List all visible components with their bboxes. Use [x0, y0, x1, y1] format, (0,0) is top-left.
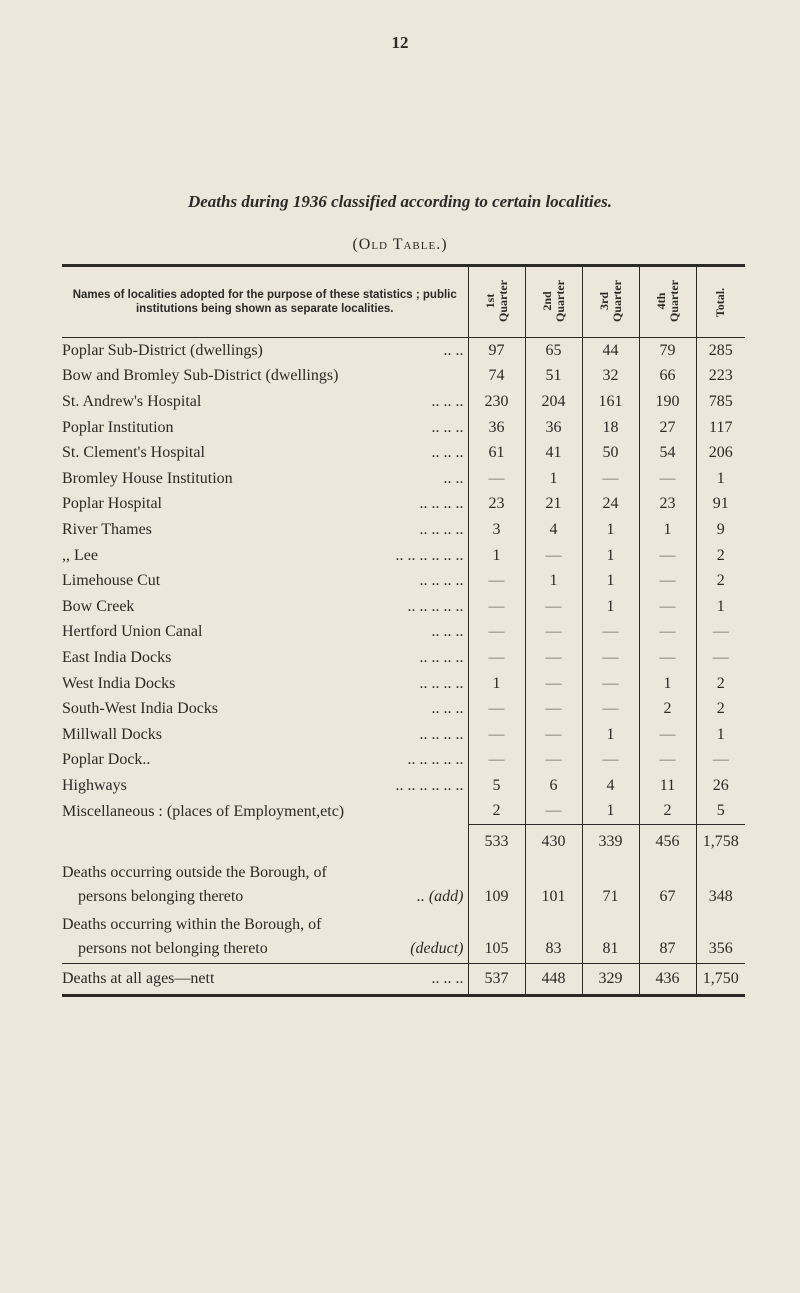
cell-q2: 51	[525, 364, 582, 390]
locality-name-cell	[62, 645, 468, 671]
cell-q4: 2	[639, 696, 696, 722]
outside-borough-label	[62, 859, 468, 911]
cell-q2: —	[525, 722, 582, 748]
cell-q4: 11	[639, 773, 696, 799]
locality-name: Bow Creek	[62, 597, 135, 615]
locality-name: Bow and Bromley Sub-District (dwellings)	[62, 367, 339, 385]
table-row	[62, 517, 745, 543]
locality-name-cell	[62, 415, 468, 441]
header-row	[62, 266, 745, 338]
table-row	[62, 415, 745, 441]
table-row	[62, 773, 745, 799]
cell-q1: —	[468, 594, 525, 620]
within-line1: Deaths occurring within the Borough, of	[62, 916, 322, 934]
cell-total: 2	[696, 568, 745, 594]
cell-total: —	[696, 645, 745, 671]
table-row	[62, 338, 745, 364]
cell-q3: 44	[582, 338, 639, 364]
leader-dots: .. .. ..	[431, 623, 464, 641]
cell-q3: 32	[582, 364, 639, 390]
leader-dots: .. .. ..	[431, 700, 464, 718]
locality-name: River Thames	[62, 520, 152, 538]
cell-q1: 5	[468, 773, 525, 799]
cell-q4: 1	[639, 671, 696, 697]
cell-q1: 36	[468, 415, 525, 441]
locality-name-cell	[62, 466, 468, 492]
within-total: 356	[696, 911, 745, 964]
header-q4	[639, 266, 696, 338]
locality-name: Bromley House Institution	[62, 469, 233, 487]
cell-q3: —	[582, 645, 639, 671]
cell-q4: —	[639, 543, 696, 569]
table-row	[62, 568, 745, 594]
outside-q1: 109	[468, 859, 525, 911]
cell-q4: —	[639, 722, 696, 748]
locality-name: Limehouse Cut	[62, 572, 161, 590]
locality-name-cell	[62, 517, 468, 543]
leader-dots: .. .. .. .. .. ..	[395, 776, 464, 794]
cell-q1: 1	[468, 671, 525, 697]
table-row	[62, 696, 745, 722]
cell-q3: —	[582, 671, 639, 697]
locality-name: Millwall Docks	[62, 725, 162, 743]
cell-q3: 1	[582, 799, 639, 825]
locality-name-cell	[62, 748, 468, 774]
nett-label: Deaths at all ages—nett	[62, 970, 215, 988]
table-row	[62, 364, 745, 390]
cell-q1: 74	[468, 364, 525, 390]
cell-q2: —	[525, 645, 582, 671]
within-borough-row	[62, 911, 745, 964]
outside-total: 348	[696, 859, 745, 911]
cell-q1: 1	[468, 543, 525, 569]
cell-q2: 4	[525, 517, 582, 543]
cell-q3: 18	[582, 415, 639, 441]
outside-tag: .. (add)	[416, 888, 464, 906]
table-row	[62, 645, 745, 671]
locality-name-cell	[62, 799, 468, 825]
cell-q4: —	[639, 620, 696, 646]
locality-name: Miscellaneous : (places of Employment,etc)	[62, 802, 345, 820]
cell-q4: 23	[639, 492, 696, 518]
cell-q4: 190	[639, 389, 696, 415]
table-row	[62, 543, 745, 569]
cell-q1: —	[468, 748, 525, 774]
within-q2: 83	[525, 911, 582, 964]
header-q4-label: 4th Quarter	[653, 280, 681, 322]
leader-dots: .. .. .. ..	[419, 520, 464, 538]
page-number: 12	[391, 33, 409, 52]
table-row	[62, 440, 745, 466]
subtotal-label-cell	[62, 825, 468, 860]
outside-line1: Deaths occurring outside the Borough, of	[62, 864, 327, 882]
cell-q1: 97	[468, 338, 525, 364]
subtotal-q2: 430	[525, 825, 582, 860]
cell-q2: —	[525, 594, 582, 620]
leader-dots: .. .. .. .. ..	[407, 597, 464, 615]
cell-q2: —	[525, 748, 582, 774]
outside-q3: 71	[582, 859, 639, 911]
locality-name: West India Docks	[62, 674, 176, 692]
header-total-label: Total.	[713, 287, 728, 318]
locality-name: St. Clement's Hospital	[62, 444, 205, 462]
cell-total: 285	[696, 338, 745, 364]
cell-total: 2	[696, 671, 745, 697]
locality-name-cell	[62, 364, 468, 390]
leader-dots: .. .. .. ..	[419, 572, 464, 590]
cell-q1: —	[468, 620, 525, 646]
subtotal-q4: 456	[639, 825, 696, 860]
nett-q3: 329	[582, 964, 639, 996]
within-q3: 81	[582, 911, 639, 964]
cell-total: 206	[696, 440, 745, 466]
outside-line2: persons belonging thereto	[78, 888, 244, 906]
cell-q4: —	[639, 594, 696, 620]
table-row	[62, 748, 745, 774]
header-q2	[525, 266, 582, 338]
cell-total: —	[696, 748, 745, 774]
cell-q3: 24	[582, 492, 639, 518]
subtitle-text: (Old Table.)	[352, 236, 448, 253]
cell-total: 91	[696, 492, 745, 518]
cell-q1: —	[468, 696, 525, 722]
within-q4: 87	[639, 911, 696, 964]
cell-q2: 204	[525, 389, 582, 415]
header-q1	[468, 266, 525, 338]
nett-label-cell	[62, 964, 468, 996]
table-row	[62, 671, 745, 697]
cell-q2: 36	[525, 415, 582, 441]
deaths-table	[62, 264, 745, 997]
subtotal-q1: 533	[468, 825, 525, 860]
locality-name: ,, Lee	[62, 546, 98, 564]
locality-name-cell	[62, 773, 468, 799]
locality-name: Poplar Institution	[62, 418, 174, 436]
locality-name: Poplar Hospital	[62, 495, 162, 513]
locality-name-cell	[62, 440, 468, 466]
locality-name-cell	[62, 568, 468, 594]
locality-name-cell	[62, 543, 468, 569]
cell-q1: 23	[468, 492, 525, 518]
table-body	[62, 338, 745, 996]
cell-total: 223	[696, 364, 745, 390]
cell-q3: 1	[582, 543, 639, 569]
cell-q4: —	[639, 645, 696, 671]
within-borough-label	[62, 911, 468, 964]
locality-name-cell	[62, 389, 468, 415]
nett-q2: 448	[525, 964, 582, 996]
cell-q1: —	[468, 722, 525, 748]
header-q1-label: 1st Quarter	[482, 280, 510, 322]
cell-q2: —	[525, 799, 582, 825]
within-tag: (deduct)	[410, 940, 464, 958]
leader-dots: .. ..	[443, 469, 464, 487]
deaths-table-container	[62, 264, 745, 997]
cell-q4: —	[639, 466, 696, 492]
header-total	[696, 266, 745, 338]
subtotal-total: 1,758	[696, 825, 745, 860]
locality-name-cell	[62, 338, 468, 364]
table-row	[62, 594, 745, 620]
outside-borough-row	[62, 859, 745, 911]
header-q3-label: 3rd Quarter	[596, 280, 624, 322]
locality-name-cell	[62, 722, 468, 748]
table-row	[62, 466, 745, 492]
cell-q2: 21	[525, 492, 582, 518]
table-row	[62, 620, 745, 646]
within-line2: persons not belonging thereto	[78, 940, 268, 958]
cell-q3: —	[582, 696, 639, 722]
cell-q3: 1	[582, 722, 639, 748]
leader-dots: .. .. .. .. ..	[407, 751, 464, 769]
locality-name: Poplar Dock..	[62, 751, 151, 769]
cell-total: —	[696, 620, 745, 646]
nett-q4: 436	[639, 964, 696, 996]
table-row	[62, 389, 745, 415]
locality-name-cell	[62, 620, 468, 646]
table-row	[62, 799, 745, 825]
locality-name: Highways	[62, 776, 127, 794]
subtotal-q3: 339	[582, 825, 639, 860]
locality-name-cell	[62, 696, 468, 722]
locality-name: Poplar Sub-District (dwellings)	[62, 341, 263, 359]
cell-q2: —	[525, 696, 582, 722]
cell-q1: 61	[468, 440, 525, 466]
header-q3	[582, 266, 639, 338]
cell-q1: 3	[468, 517, 525, 543]
cell-total: 2	[696, 696, 745, 722]
cell-q3: 1	[582, 594, 639, 620]
subtotal-row	[62, 825, 745, 860]
cell-q3: 1	[582, 568, 639, 594]
table-subtitle	[0, 236, 800, 254]
cell-q3: 50	[582, 440, 639, 466]
table-title: Deaths during 1936 classified according to certain localities.	[187, 192, 613, 211]
locality-name: St. Andrew's Hospital	[62, 392, 202, 410]
cell-total: 1	[696, 594, 745, 620]
cell-q3: 161	[582, 389, 639, 415]
cell-total: 9	[696, 517, 745, 543]
cell-q2: 1	[525, 568, 582, 594]
leader-dots: .. .. .. ..	[419, 674, 464, 692]
cell-q1: 2	[468, 799, 525, 825]
leader-dots: .. .. .. ..	[419, 495, 464, 513]
leader-dots: .. .. .. .. .. ..	[395, 546, 464, 564]
cell-q4: 2	[639, 799, 696, 825]
outside-q2: 101	[525, 859, 582, 911]
cell-q1: —	[468, 568, 525, 594]
nett-row	[62, 964, 745, 996]
cell-q2: —	[525, 543, 582, 569]
cell-q4: 27	[639, 415, 696, 441]
cell-q4: 79	[639, 338, 696, 364]
locality-name-cell	[62, 594, 468, 620]
locality-name-cell	[62, 492, 468, 518]
cell-total: 1	[696, 466, 745, 492]
outside-q4: 67	[639, 859, 696, 911]
cell-q4: —	[639, 568, 696, 594]
cell-q1: 230	[468, 389, 525, 415]
table-row	[62, 492, 745, 518]
locality-name-cell	[62, 671, 468, 697]
locality-name: Hertford Union Canal	[62, 623, 203, 641]
cell-q3: 1	[582, 517, 639, 543]
cell-q2: —	[525, 620, 582, 646]
cell-q4: 66	[639, 364, 696, 390]
leader-dots: .. .. .. ..	[419, 648, 464, 666]
cell-q1: —	[468, 466, 525, 492]
cell-total: 26	[696, 773, 745, 799]
cell-q3: —	[582, 620, 639, 646]
cell-q2: —	[525, 671, 582, 697]
cell-q2: 41	[525, 440, 582, 466]
table-row	[62, 722, 745, 748]
leader-dots: .. .. ..	[431, 392, 464, 410]
nett-q1: 537	[468, 964, 525, 996]
cell-total: 2	[696, 543, 745, 569]
cell-q4: 54	[639, 440, 696, 466]
header-localities: Names of localities adopted for the purpose of these statistics ; public institutions being shown as separate localities.	[62, 266, 468, 338]
leader-dots: .. .. .. ..	[419, 725, 464, 743]
leader-dots: .. .. ..	[431, 418, 464, 436]
cell-q4: —	[639, 748, 696, 774]
cell-total: 1	[696, 722, 745, 748]
cell-q2: 1	[525, 466, 582, 492]
nett-dots: .. .. ..	[431, 970, 464, 988]
locality-name: South-West India Docks	[62, 700, 219, 718]
cell-q3: 4	[582, 773, 639, 799]
leader-dots: .. ..	[443, 341, 464, 359]
cell-total: 117	[696, 415, 745, 441]
nett-total: 1,750	[696, 964, 745, 996]
header-q2-label: 2nd Quarter	[539, 280, 567, 322]
cell-q1: —	[468, 645, 525, 671]
locality-name: East India Docks	[62, 648, 172, 666]
within-q1: 105	[468, 911, 525, 964]
cell-total: 5	[696, 799, 745, 825]
leader-dots: .. .. ..	[431, 444, 464, 462]
cell-q2: 6	[525, 773, 582, 799]
cell-total: 785	[696, 389, 745, 415]
cell-q3: —	[582, 466, 639, 492]
cell-q4: 1	[639, 517, 696, 543]
cell-q3: —	[582, 748, 639, 774]
cell-q2: 65	[525, 338, 582, 364]
